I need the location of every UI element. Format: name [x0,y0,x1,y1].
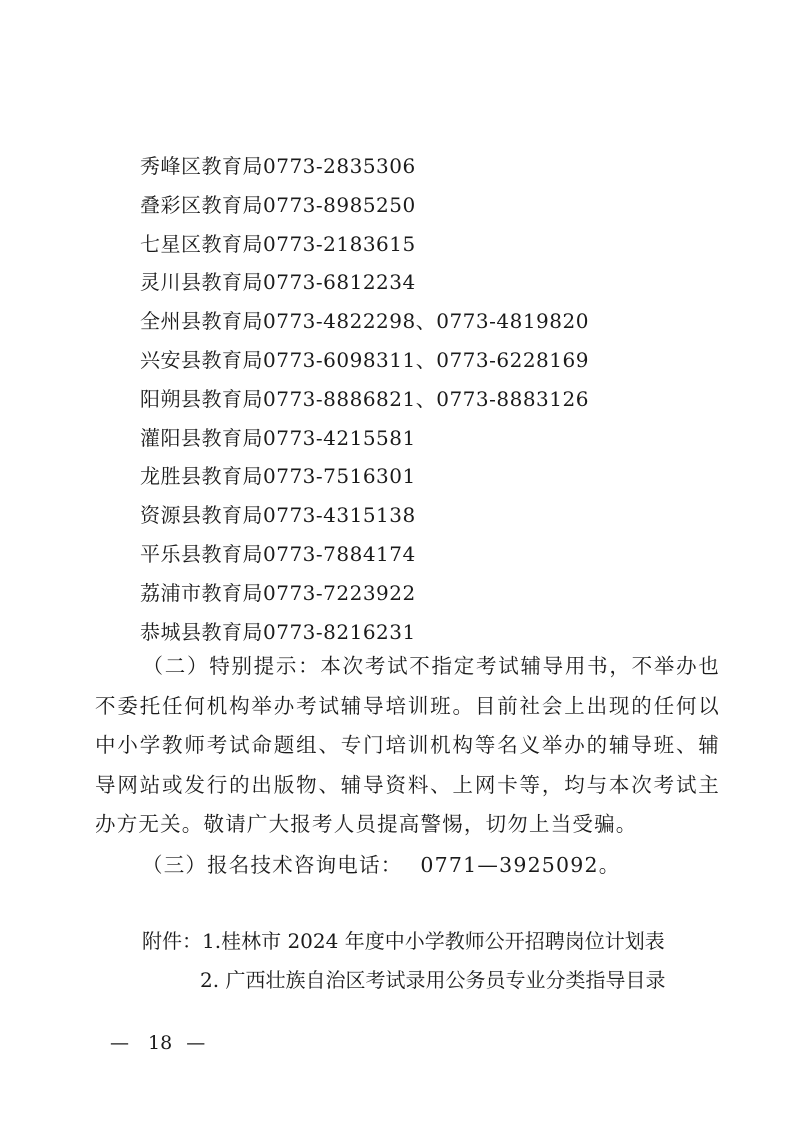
contact-name: 资源县教育局 [140,503,263,528]
contact-phone: 0773-8216231 [263,619,416,644]
special-notice-text: （二）特别提示：本次考试不指定考试辅导用书，不举办也不委托任何机构举办考试辅导培训班。目前社会上出现的任何以中小学教师考试命题组、专门培训机构等名义举办的辅导班、辅导网站或发行的出版物、辅导资料、上网卡等，均与本次考试主办方无关。敬请广大报考人员提高警惕，切勿上当受骗。 [95,654,720,836]
contact-name: 恭城县教育局 [140,619,263,644]
contact-phone: 0773-7223922 [263,580,416,605]
contact-name: 秀峰区教育局 [140,154,263,178]
contact-line [140,341,740,380]
contact-phone: 0773-4315138 [263,503,416,528]
attachment-item-1 [142,922,665,961]
contact-name: 平乐县教育局 [140,541,263,566]
contact-line [140,225,740,264]
attachment-title-1: 1.桂林市 2024 年度中小学教师公开招聘岗位计划表 [202,929,665,953]
contact-phone: 0773-7516301 [263,464,416,489]
contact-line [140,380,740,419]
contact-line [140,419,740,458]
consult-paragraph [95,846,720,886]
contact-phone: 0773-8985250 [263,192,416,217]
contact-name: 阳朔县教育局 [140,386,263,411]
page-number: 18 [148,1032,173,1054]
contact-line [140,496,740,535]
contact-line [140,613,740,652]
contact-name: 兴安县教育局 [140,347,263,372]
contact-name: 龙胜县教育局 [140,464,263,489]
contact-phone: 0773-4822298、0773-4819820 [263,309,589,334]
special-notice-paragraph [95,647,720,845]
contact-line [140,186,740,225]
contact-name: 灌阳县教育局 [140,425,263,450]
contact-phone: 0773-2183615 [263,231,416,256]
contact-phone: 0773-2835306 [263,154,416,178]
contact-line [140,457,740,496]
contact-name: 叠彩区教育局 [140,192,263,217]
attachment-title-2: 2. 广西壮族自治区考试录用公务员专业分类指导目录 [200,968,666,992]
contact-phone: 0773-7884174 [263,541,416,566]
contact-name: 七星区教育局 [140,231,263,256]
page-footer [110,1032,210,1054]
contact-name: 灵川县教育局 [140,270,263,295]
consult-phone: 0771—3925092。 [420,853,621,877]
contact-name: 全州县教育局 [140,309,263,334]
contact-line [140,574,740,613]
contact-phone: 0773-6098311、0773-6228169 [263,347,589,372]
contact-line [140,535,740,574]
attachment-item-2 [142,961,665,1000]
attachments-block [142,922,665,1000]
contact-list [140,147,740,651]
contact-line [140,147,740,186]
contact-phone: 0773-8886821、0773-8883126 [263,386,589,411]
consult-label: （三）报名技术咨询电话： [142,853,403,877]
footer-dash-left: — [110,1032,129,1054]
footer-dash-right: — [186,1032,206,1054]
contact-phone: 0773-4215581 [263,425,416,450]
contact-name: 荔浦市教育局 [140,580,263,605]
contact-line [140,263,740,302]
contact-phone: 0773-6812234 [263,270,416,295]
attachments-label: 附件： [142,929,202,953]
contact-line [140,302,740,341]
